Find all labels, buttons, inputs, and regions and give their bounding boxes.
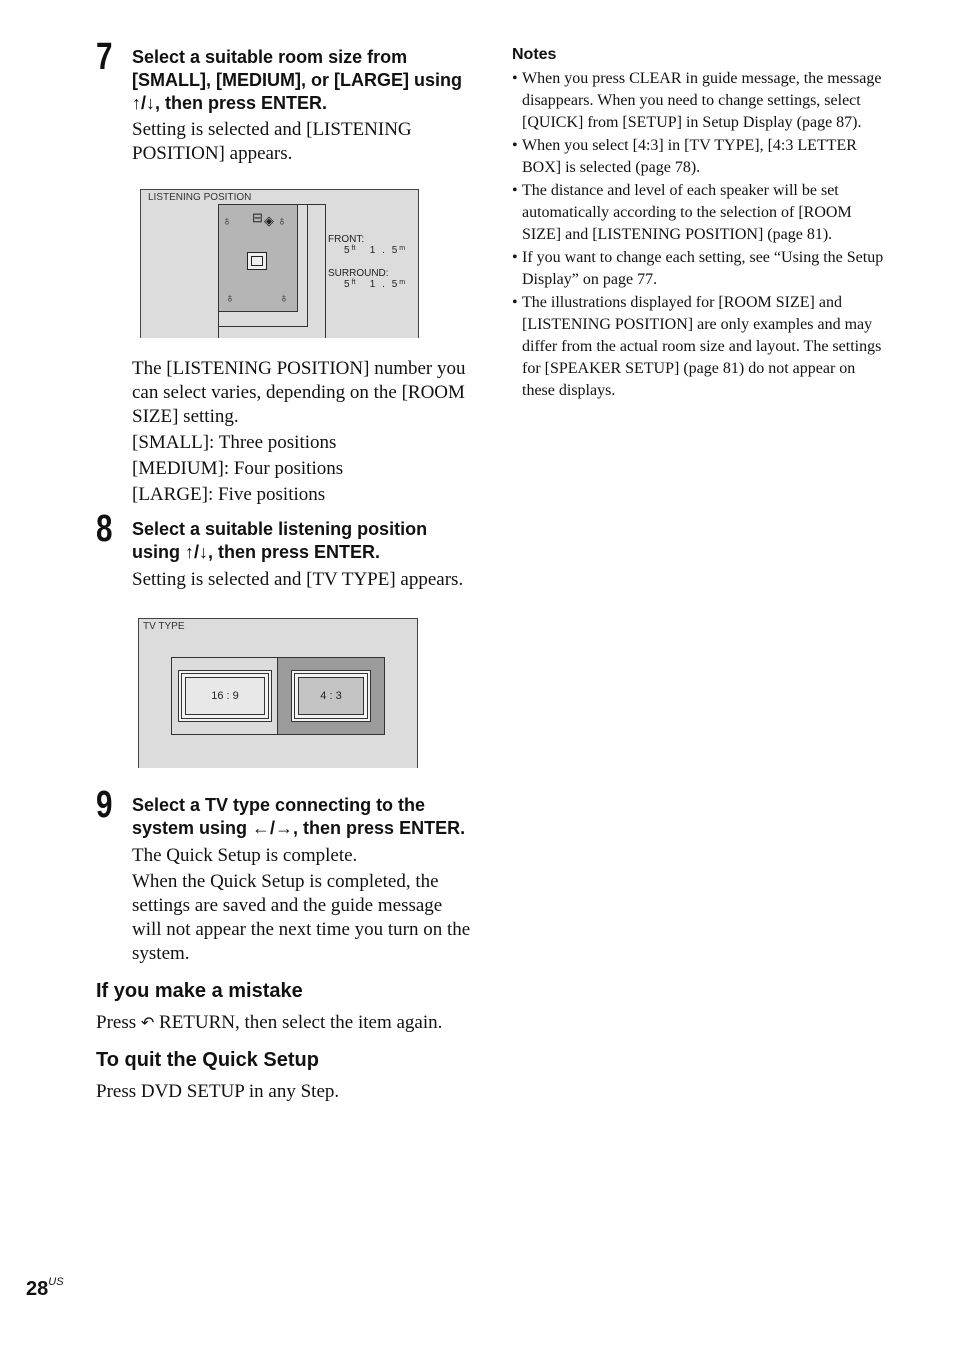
step-9-body-text: When the Quick Setup is completed, the settings are saved and the guide message will not appear the next time you turn on the system. [132, 871, 471, 964]
tv-option-4-3[interactable] [277, 657, 385, 735]
mistake-heading: If you make a mistake [96, 980, 303, 1002]
subwoofer-icon: ◈ [264, 213, 274, 228]
step-7-heading-line: [SMALL], [MEDIUM], or [LARGE] using [132, 70, 462, 90]
note-item: • The illustrations displayed for [ROOM SIZE] and [LISTENING POSITION] are only examples and may differ from the actual room size and layout. The settings for [SPEAKER SETUP] (page 81) do not appear on these displays. [512, 292, 884, 402]
page-number-suffix: US [48, 1276, 64, 1289]
front-distance-ft: 5 [344, 245, 352, 256]
step-7-heading-line: ↑/↓, then press ENTER. [132, 93, 328, 113]
unit-m: m [399, 245, 406, 252]
listening-position-screen [140, 189, 419, 338]
step-9-heading [132, 794, 492, 840]
position-medium: [MEDIUM]: Four positions [132, 458, 344, 479]
front-distance-m: 1 . 5 [369, 245, 400, 256]
tv-type-screen-title: TV TYPE [143, 621, 185, 632]
page-number [26, 1278, 64, 1301]
mistake-text-after: RETURN, then select the item again. [159, 1012, 443, 1033]
front-distance-label: FRONT: [328, 234, 365, 245]
page-number-value: 28 [26, 1278, 49, 1300]
quit-text: Press DVD SETUP in any Step. [96, 1081, 340, 1102]
step-8-body-text: Setting is selected and [TV TYPE] appears. [132, 569, 464, 590]
listening-position-screen-title: LISTENING POSITION [148, 192, 252, 203]
surround-right-speaker-icon: ♁ [279, 290, 289, 305]
step-9-body [132, 844, 472, 966]
step-number-7: 7 [96, 36, 113, 78]
step-9-heading-line: Select a TV type connecting to the [132, 795, 426, 815]
surround-left-speaker-icon: ♁ [225, 290, 235, 305]
note-item: • When you select [4:3] in [TV TYPE], [4:3 LETTER BOX] is selected (page 78). [512, 135, 884, 179]
position-small: [SMALL]: Three positions [132, 432, 337, 453]
mistake-text [96, 1011, 496, 1035]
front-left-speaker-icon: ♁ [222, 213, 232, 228]
tv-type-screen [138, 618, 418, 768]
mistake-text-before: Press [96, 1012, 137, 1033]
position-info [132, 357, 472, 507]
unit-ft: ft [351, 279, 356, 286]
note-item: • When you press CLEAR in guide message, the message disappears. When you need to change settings, select [QUICK] from [SETUP] in Setup Display (page 87). [512, 68, 884, 134]
step-7-body [132, 118, 472, 166]
surround-distance-value [344, 279, 405, 290]
tv-option-16-9[interactable] [171, 657, 278, 735]
step-8-heading-line: Select a suitable listening position [132, 519, 428, 539]
center-speaker-icon: ⊟ [252, 210, 263, 225]
surround-distance-m: 1 . 5 [369, 279, 400, 290]
front-right-speaker-icon: ♁ [277, 213, 287, 228]
position-info-text: The [LISTENING POSITION] number you can select varies, depending on the [ROOM SIZE] setting. [132, 358, 466, 427]
listener-seat-icon [247, 252, 267, 270]
step-7-heading [132, 46, 492, 115]
tv-option-label: 16 : 9 [185, 677, 265, 715]
step-7-body-text: Setting is selected and [LISTENING POSITION] appears. [132, 119, 412, 164]
unit-m: m [399, 279, 406, 286]
position-large: [LARGE]: Five positions [132, 484, 326, 505]
room-area [218, 204, 298, 312]
unit-ft: ft [351, 245, 356, 252]
notes-title: Notes [512, 46, 557, 63]
front-distance-value [344, 245, 405, 256]
step-8-heading [132, 518, 492, 564]
step-number-9: 9 [96, 784, 113, 826]
tv-option-label: 4 : 3 [298, 677, 364, 715]
step-number-8: 8 [96, 508, 113, 550]
surround-distance-ft: 5 [344, 279, 352, 290]
notes-list [512, 68, 884, 403]
quit-heading: To quit the Quick Setup [96, 1049, 319, 1071]
note-item: • If you want to change each setting, see “Using the Setup Display” on page 77. [512, 247, 884, 291]
step-7-heading-line: Select a suitable room size from [132, 47, 408, 67]
step-9-body-text: The Quick Setup is complete. [132, 845, 358, 866]
surround-distance-label: SURROUND: [328, 268, 389, 279]
step-9-heading-line: system using ←/→, then press ENTER. [132, 818, 466, 838]
note-item: • The distance and level of each speaker will be set automatically according to the selection of [ROOM SIZE] and [LISTENING POSITION] (page 81). [512, 180, 884, 246]
step-8-heading-line: using ↑/↓, then press ENTER. [132, 542, 381, 562]
step-8-body [132, 568, 477, 592]
return-icon: ↶ [140, 1013, 155, 1032]
